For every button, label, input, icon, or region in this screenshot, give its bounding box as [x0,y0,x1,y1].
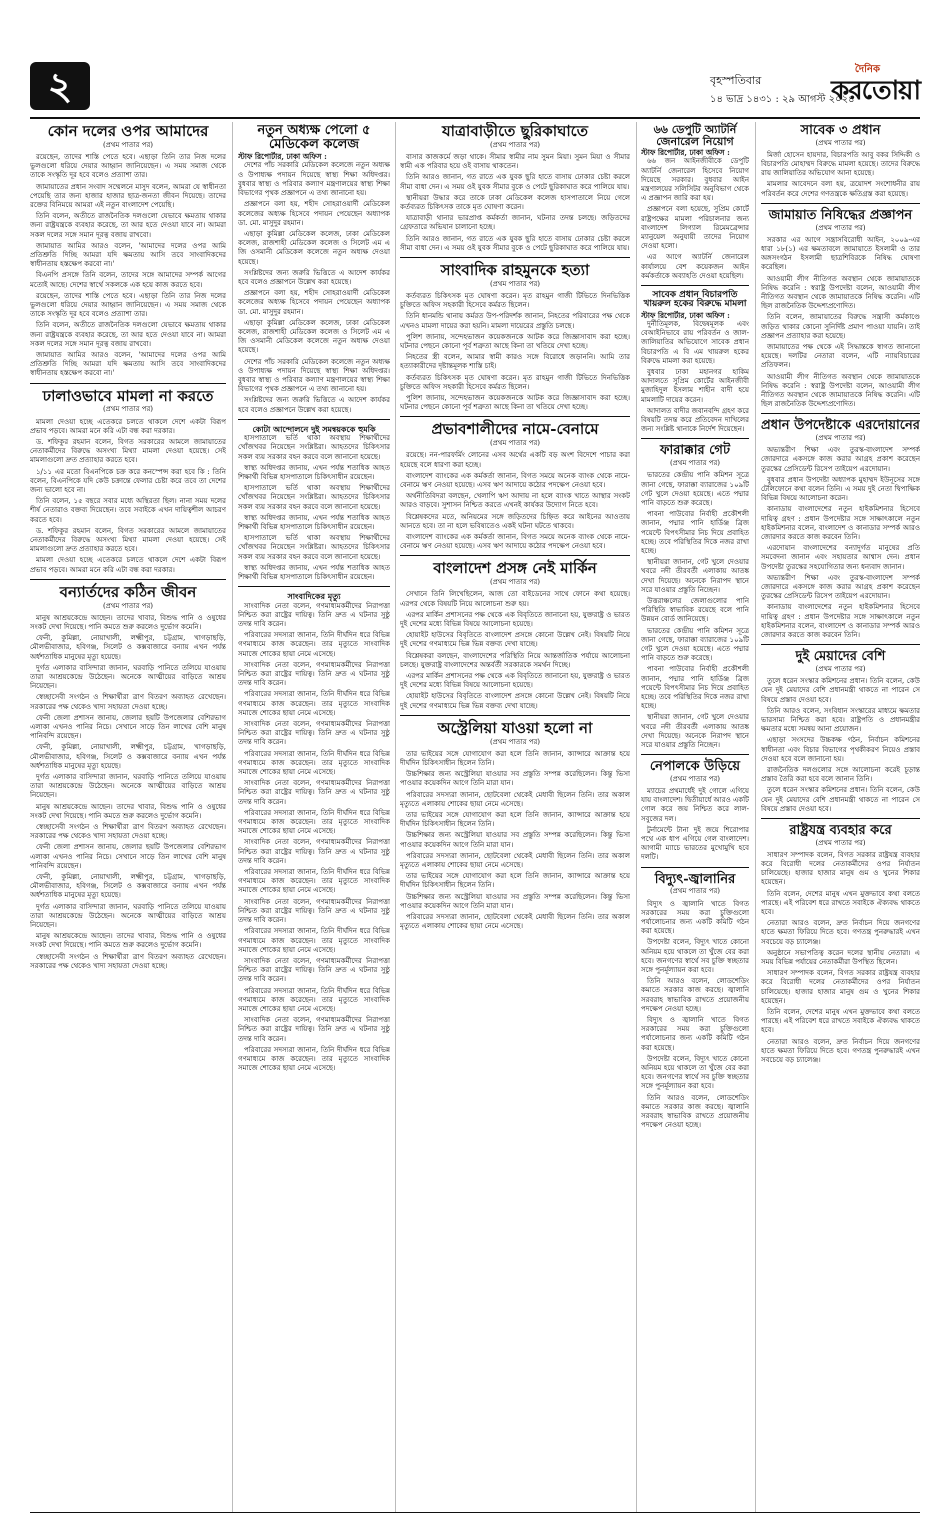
headline-20: দুই মেয়াদের বেশি [795,649,886,665]
bottom-rule [30,1512,920,1513]
paragraph: উত্তরাঞ্চলের জেলাগুলোর পানি পরিস্থিতি স্বাভাবিক রয়েছে বলে পানি উন্নয়ন বোর্ড জানিয়েছে। [641,596,749,624]
paragraph: তিনি আরও জানান, গত রাতে এক যুবক ছুরি হাতে বাসায় ঢোকার চেষ্টা করলে সীমা বাধা দেন। এ সময় ওই যুবক সীমার বুকে ও পেটে ছুরিকাঘাত করে পালিয়ে যায়। [400,173,630,191]
paragraph: ভারতের কেন্দ্রীয় পানি কমিশন সূত্রে জানা গেছে, ফারাক্কা ব্যারাজের ১০৯টি গেট খুলে দেওয়া হয়েছে। এতে পদ্মার পানি বাড়তে শুরু করেছে। [641,471,749,507]
paragraph: মামলা দেওয়া হচ্ছে এতেকরে চলতে থাকলে দেশে একটা বিরূপ প্রভাব পড়বে। আমরা মনে করি এটা বন্ধ করা দরকার। [30,556,226,574]
paragraph: বাংলাদেশ ব্যাংকের এক কর্মকর্তা জানান, বিগত সময়ে অনেক ব্যাংক থেকে নামে-বেনামে ঋণ নেওয়া হয়েছে। এসব ঋণ আদায়ে কঠোর পদক্ষেপ নেওয়া হবে। [400,532,630,551]
logo-small-text: দৈনিক [854,64,880,75]
headline-9: প্রভাবশালীদের নামে-বেনামে [431,420,599,439]
paragraph: স্বাস্থ্য অধিদপ্তর জানায়, এখন পর্যন্ত শতাধিক আহত শিক্ষার্থী বিভিন্ন হাসপাতালে চিকিৎসাধীন রয়েছেন। [238,563,390,581]
paragraph: ফেনী জেলা প্রশাসন জানায়, জেলার ছয়টি উপজেলার বেশিরভাগ এলাকা এখনও পানির নিচে। সেখানে সাড়ে তিন লাখের বেশি মানুষ পানিবন্দি রয়েছেন। [30,713,226,741]
continued-1: (প্রথম পাতার পর) [102,140,154,149]
paragraph: তিনি আরও বলেন, সংবিধান সংস্কারের মাধ্যমে ক্ষমতার ভারসাম্য নিশ্চিত করা হবে। রাষ্ট্রপতি ও প্রধানমন্ত্রীর ক্ষমতার মধ্যে সমন্বয় আনা প্রয়োজন। [761,706,920,734]
paragraph: কর্তব্যরত চিকিৎসক মৃত ঘোষণা করেন। মৃত রাহমুন গাজী টিভিতে দিনভিত্তিক চুক্তিতে অফিস সহকারী হিসেবে কর্মরত ছিলেন। [400,373,630,391]
paragraph: সাংবাদিক নেতা বলেন, গণমাধ্যমকর্মীদের নিরাপত্তা নিশ্চিত করা রাষ্ট্রের দায়িত্ব। তিনি দ্রুত এ ঘটনার সুষ্ঠু তদন্ত দাবি করেন। [238,720,390,747]
paragraph: পরিবারের সদস্যরা জানান, ছোটবেলা থেকেই মেধাবী ছিলেন তিনি। তার অকাল মৃত্যুতে এলাকায় শোকের ছায়া নেমে এসেছে। [400,851,630,869]
paragraph: তিনি বলেন, ১৫ বছরে সবার মধ্যে অস্থিরতা ছিল। নানা সময় দলের শীর্ষ নেতারাও বক্তব্য দিয়েছেন। তবে সবাইকে এখন দায়িত্বশীল আচরণ করতে হবে। [30,497,226,524]
paragraph: হাসপাতালে ভর্তি থাকা অবস্থায় শিক্ষার্থীদের খোঁজখবর নিয়েছেন সংশ্লিষ্টরা। আহতদের চিকিৎসার সকল ব্যয় সরকার বহন করবে বলে জানানো হয়েছে। [238,534,390,561]
paragraph: বিশ্লেষকরা বলছেন, বাংলাদেশের পরিস্থিতি নিয়ে আন্তর্জাতিক পর্যায়ে আলোচনা চলছে। যুক্তরাষ্ট্র বাংলাদেশের অন্তর্বর্তী সরকারকে সমর্থন দিচ্ছে। [400,651,630,669]
headline-19: প্রধান উপদেষ্টাকে এরদোয়ানের [761,418,920,434]
paragraph: সাংবাদিক নেতা বলেন, গণমাধ্যমকর্মীদের নিরাপত্তা নিশ্চিত করা রাষ্ট্রের দায়িত্ব। তিনি দ্রুত এ ঘটনার সুষ্ঠু তদন্ত দাবি করেন। [238,897,390,925]
paragraph: হোয়াইট হাউসের বিবৃতিতে বাংলাদেশ প্রসঙ্গে কোনো উল্লেখ নেই। বিষয়টি নিয়ে দুই দেশের গণমাধ্যমে ভিন্ন ভিন্ন বক্তব্য দেখা যাচ্ছে। [400,692,630,710]
paragraph: বিএনপি প্রসঙ্গে তিনি বলেন, তাদের সঙ্গে আমাদের সম্পর্ক আগের মতোই আছে। দেশের স্বার্থে সকলকে এক হয়ে কাজ করতে হবে। [30,271,226,289]
paragraph: অভ্যন্তরীণ শিক্ষা এবং তুরস্ক-বাংলাদেশ সম্পর্ক জোরদারে একসঙ্গে কাজ করার আগ্রহ প্রকাশ করেছেন তুরস্কের প্রেসিডেন্ট রিসেপ তাইয়েপ এরদোয়ান। [761,446,920,473]
paragraph: স্থানীয়রা উদ্ধার করে তাকে ঢাকা মেডিকেল কলেজ হাসপাতালে নিয়ে গেলে কর্তব্যরত চিকিৎসক তাকে মৃত ঘোষণা করেন। [400,193,630,211]
paragraph: পরিবারের সদস্যরা জানান, তিনি দীর্ঘদিন ধরে বিভিন্ন গণমাধ্যমে কাজ করেছেন। তার মৃত্যুতে সাংবাদিক সমাজে শোকের ছায়া নেমে এসেছে। [238,749,390,777]
column-1 [30,122,226,1510]
paragraph: সাংবাদিক নেতা বলেন, গণমাধ্যমকর্মীদের নিরাপত্তা নিশ্চিত করা রাষ্ট্রের দায়িত্ব। তিনি দ্রুত এ ঘটনার সুষ্ঠু তদন্ত দাবি করেন। [238,660,390,688]
paragraph: তিনি ধানমন্ডি থানায় কর্মরত উপ-পরিদর্শক জানান, নিহতের পরিবারের পক্ষ থেকে এখনও মামলা দায়ের করা হয়নি। মামলা দায়েরের প্রস্তুতি চলছে। [400,312,630,330]
paragraph: তার ভাইয়ের সঙ্গে যোগাযোগ করা হলে তিনি জানান, ক্যান্সারে আক্রান্ত হয়ে দীর্ঘদিন চিকিৎসাধীন ছিলেন তিনি। [400,810,630,829]
article-18 [761,203,920,410]
paragraph: প্রজ্ঞাপনে বলা হয়, শহীদ সোহরাওয়ার্দী মেডিকেল কলেজের অধ্যক্ষ হিসেবে পদায়ন পেয়েছেন অধ্যাপক ডা. মো. মাসুদুর রহমান। [238,200,390,227]
article-7 [400,124,630,253]
paragraph: অনুষ্ঠানে সভাপতিত্ব করেন দলের স্থানীয় নেতারা। এ সময় বিভিন্ন পর্যায়ের নেতাকর্মীরা উপস্থিত ছিলেন। [761,948,920,967]
headline-3: বন্যার্তদের কঠিন জীবন [59,582,197,601]
article-14 [641,438,749,750]
paragraph: দুর্গত এলাকার বাসিন্দারা জানান, ঘরবাড়ি পানিতে তলিয়ে যাওয়ায় তারা আশ্রয়কেন্দ্রে উঠেছেন। অনেকে আত্মীয়ের বাড়িতে আশ্রয় নিয়েছেন। [30,663,226,691]
paragraph: স্বেচ্ছাসেবী সংগঠন ও শিক্ষার্থীরা ত্রাণ বিতরণ অব্যাহত রেখেছেন। সরকারের পক্ষ থেকেও খাদ্য সহায়তা দেওয়া হচ্ছে। [30,952,226,970]
paragraph: ফেনী, কুমিল্লা, নোয়াখালী, লক্ষ্মীপুর, চট্টগ্রাম, খাগড়াছড়ি, মৌলভীবাজার, হবিগঞ্জ, সিলেট ও কক্সবাজারে বন্যায় এখন পর্যন্ত অর্ধশতাধিক মানুষের মৃত্যু হয়েছে। [30,743,226,770]
continued-10: (প্রথম পাতার পর) [489,578,541,587]
continued-16: (প্রথম পাতার পর) [669,887,721,896]
article-19 [761,413,920,640]
paragraph: মামলার আবেদনে বলা হয়, ত্রয়োদশ সংশোধনীর রায় পরিবর্তন করে দেশের গণতন্ত্রকে ক্ষতিগ্রস্ত করা হয়েছে। [761,180,920,198]
paragraph: পরিবারের সদস্যরা জানান, তিনি দীর্ঘদিন ধরে বিভিন্ন গণমাধ্যমে কাজ করেছেন। তার মৃত্যুতে সাংবাদিক সমাজে শোকের ছায়া নেমে এসেছে। [238,868,390,895]
paragraph: তিনি বলেন, জামায়াতের বিরুদ্ধে সন্ত্রাসী কর্মকাণ্ডে জড়িত থাকার কোনো সুনির্দিষ্ট প্রমাণ পাওয়া যায়নি। তাই প্রজ্ঞাপন প্রত্যাহার করা হয়েছে। [761,313,920,340]
paragraph: রয়েছেন, তাদের শাস্তি পেতে হবে। এছাড়া তিনি তার নিজ দলের ভুলগুলো ধরিয়ে দেয়ার আহ্বান জানিয়েছেন। এ সময় সমাজ থেকে তাকে সংস্কৃতি দূর হবে বলেও প্রত্যাশা তার। [30,152,226,180]
continued-11: (প্রথম পাতার পর) [489,737,541,746]
paragraph: অর্থনীতিবিদরা বলছেন, খেলাপি ঋণ আদায় না হলে ব্যাংক খাতে আস্থার সংকট আরও বাড়বে। সুশাসন নিশ্চিত করতে এখনই কার্যকর উদ্যোগ নিতে হবে। [400,492,630,510]
continued-17: (প্রথম পাতার পর) [815,138,866,147]
headline-18: জামায়াত নিষিদ্ধের প্রজ্ঞাপন [768,207,913,223]
paragraph: জামায়াতের প্রধান সংবাদ সম্মেলনে মাসুদ বলেন, আমরা যে স্বাধীনতা পেয়েছি তার জন্য হাজার হাজার ছাত্র-জনতা জীবন দিয়েছে। তাদের রক্তের বিনিময়ে আমরা এই নতুন বাংলাদেশ পেয়েছি। [30,182,226,209]
article-8 [400,257,630,412]
continued-9: (প্রথম পাতার পর) [489,439,541,448]
paragraph: ফেনী, কুমিল্লা, নোয়াখালী, লক্ষ্মীপুর, চট্টগ্রাম, খাগড়াছড়ি, মৌলভীবাজার, হবিগঞ্জ, সিলেট ও কক্সবাজারে বন্যায় এখন পর্যন্ত অর্ধশতাধিক মানুষের মৃত্যু হয়েছে। [30,873,226,900]
article-12 [641,124,749,281]
paragraph: কানাডায় বাংলাদেশের নতুন হাইকমিশনার হিসেবে দায়িত্ব গ্রহণ : প্রধান উপদেষ্টার সঙ্গে সাক্ষাৎকালে নতুন হাইকমিশনার বলেন, বাংলাদেশ ও কানাডার সম্পর্ক আরও জোরদার করতে কাজ করবেন তিনি। [761,603,920,640]
paragraph: প্রজ্ঞাপনে বলা হয়েছে, সুপ্রিম কোর্টে রাষ্ট্রপক্ষের মামলা পরিচালনার জন্য বাংলাদেশ লিগ্যাল রিমেমব্রেন্সার ম্যানুয়েল অনুযায়ী তাদের নিয়োগ দেওয়া হলো। [641,205,749,251]
paragraph: এছাড়া কুমিল্লা মেডিকেল কলেজ, ঢাকা মেডিকেল কলেজ, রাজশাহী মেডিকেল কলেজ ও সিলেট এম এ জি ওসমানী মেডিকেল কলেজে নতুন অধ্যক্ষ দেওয়া হয়েছে। [238,318,390,355]
paragraph: আওয়ামী লীগ নীতিগত অবস্থান থেকে জামায়াতকে নিষিদ্ধ করেনি : স্বরাষ্ট্র উপদেষ্টা বলেন, আওয়ামী লীগ নীতিগত অবস্থান থেকে জামায়াতকে নিষিদ্ধ করেনি। এটি ছিল রাজনৈতিক উদ্দেশ্যপ্রণোদিত। [761,274,920,311]
continued-14: (প্রথম পাতার পর) [669,459,721,468]
paragraph: উচ্চশিক্ষার জন্য অস্ট্রেলিয়া যাওয়ার সব প্রস্তুতি সম্পন্ন করেছিলেন। কিন্তু ভিসা পাওয়ার কয়েকদিন আগে তিনি মারা যান। [400,770,630,788]
paragraph: আওয়ামী লীগ নীতিগত অবস্থান থেকে জামায়াতকে নিষিদ্ধ করেনি : স্বরাষ্ট্র উপদেষ্টা বলেন, আওয়ামী লীগ নীতিগত অবস্থান থেকে জামায়াতকে নিষিদ্ধ করেনি। এটি ছিল রাজনৈতিক উদ্দেশ্যপ্রণোদিত। [761,372,920,409]
paragraph: সাধারণ সম্পাদক বলেন, বিগত সরকার রাষ্ট্রযন্ত্র ব্যবহার করে বিরোধী দলের নেতাকর্মীদের ওপর নির্যাতন চালিয়েছে। হাজার হাজার মানুষ গুম ও খুনের শিকার হয়েছেন। [761,969,920,1005]
paragraph: উচ্চশিক্ষার জন্য অস্ট্রেলিয়া যাওয়ার সব প্রস্তুতি সম্পন্ন করেছিলেন। কিন্তু ভিসা পাওয়ার কয়েকদিন আগে তিনি মারা যান। [400,892,630,910]
headline-13: সাবেক প্রধান বিচারপতি খায়রুল হকের বিরুদ্ধে মামলা [643,289,747,310]
paragraph: মানুষ আশ্রয়কেন্দ্রে আছেন। তাদের খাবার, বিশুদ্ধ পানি ও ওষুধের সংকট দেখা দিয়েছে। পানি কমতে শুরু করলেও দুর্ভোগ কমেনি। [30,613,226,631]
paragraph: দেশের পাঁচ সরকারি মেডিকেল কলেজে নতুন অধ্যক্ষ ও উপাধ্যক্ষ পদায়ন দিয়েছে স্বাস্থ্য শিক্ষা অধিদপ্তর। বুধবার স্বাস্থ্য ও পরিবার কল্যাণ মন্ত্রণালয়ের স্বাস্থ্য শিক্ষা বিভাগের পৃথক প্রজ্ঞাপনে এ তথ্য জানানো হয়। [238,161,390,198]
paragraph: এরপর মার্কিন প্রশাসনের পক্ষ থেকে এক বিবৃতিতে জানানো হয়, যুক্তরাষ্ট্র ও ভারত দুই দেশের মধ্যে বিভিন্ন বিষয়ে আলোচনা হয়েছে। [400,610,630,628]
article-2 [30,383,226,575]
paragraph: দুর্নীতিমূলক, বিদ্বেষমূলক এবং বেআইনিভাবে রায় পরিবর্তন ও জাল-জালিয়াতির অভিযোগে সাবেক প্রধান বিচারপতি এ বি এম খায়রুল হকের বিরুদ্ধে মামলা করা হয়েছে। [641,320,749,365]
headline-4: নতুন অধ্যক্ষ পেলো ৫ মেডিকেল কলেজ [257,123,371,152]
article-3 [30,579,226,971]
paragraph: এর আগে অ্যাটর্নি জেনারেল কার্যালয়ে বেশ কয়েকজন আইন কর্মকর্তাকে অব্যাহতি দেওয়া হয়েছিল। [641,253,749,280]
paragraph: পরিবারের সদস্যরা জানান, তিনি দীর্ঘদিন ধরে বিভিন্ন গণমাধ্যমে কাজ করেছেন। তার মৃত্যুতে সাংবাদিক সমাজে শোকের ছায়া নেমে এসেছে। [238,690,390,717]
continued-7: (প্রথম পাতার পর) [489,140,541,149]
paragraph: পরিবারের সদস্যরা জানান, তিনি দীর্ঘদিন ধরে বিভিন্ন গণমাধ্যমে কাজ করেছেন। তার মৃত্যুতে সাংবাদিক সমাজে শোকের ছায়া নেমে এসেছে। [238,986,390,1013]
paragraph: তুলে ধরেন সংস্কার কমিশনের প্রধান। তিনি বলেন, কেউ যেন দুই মেয়াদের বেশি প্রধানমন্ত্রী থাকতে না পারেন সে বিষয়ে প্রস্তাব দেওয়া হবে। [761,786,920,813]
headline-10: বাংলাদেশ প্রসঙ্গ নেই মার্কিন [433,559,597,578]
column-2 [238,122,390,1510]
paragraph: জামায়াত আমির আরও বলেন, 'আমাদের দলের ওপর আমি প্রতিশ্রুতি দিচ্ছি আমরা যদি ক্ষমতায় আসি তবে সাংবাদিকদের স্বাধীনতায় হস্তক্ষেপ করবো না।' [30,241,226,269]
paragraph: ভারতের কেন্দ্রীয় পানি কমিশন সূত্রে জানা গেছে, ফারাক্কা ব্যারাজের ১০৯টি গেট খুলে দেওয়া হয়েছে। এতে পদ্মার পানি বাড়তে শুরু করেছে। [641,626,749,663]
paragraph: উপদেষ্টা বলেন, বিদ্যুৎ খাতে কোনো অনিয়ম হয়ে থাকলে তা খুঁজে বের করা হবে। জনগণের স্বার্থে সব চুক্তি স্বচ্ছতার সঙ্গে পুনর্মূল্যায়ন করা হবে। [641,938,749,974]
paragraph: বুধবার ঢাকা মহানগর হাকিম আদালতে সুপ্রিম কোর্টের আইনজীবী মুজাহিদুল ইসলাম শাহীন বাদী হয়ে মামলাটি দায়ের করেন। [641,368,749,404]
paragraph: অভ্যন্তরীণ শিক্ষা এবং তুরস্ক-বাংলাদেশ সম্পর্ক জোরদারে একসঙ্গে কাজ করার আগ্রহ প্রকাশ করেছেন তুরস্কের প্রেসিডেন্ট রিসেপ তাইয়েপ এরদোয়ান। [761,573,920,601]
paragraph: রাজনৈতিক দলগুলোর সঙ্গে আলোচনা করেই চূড়ান্ত প্রস্তাব তৈরি করা হবে বলে জানান তিনি। [761,765,920,784]
paragraph: মির্জা হোসেন হায়দার, বিচারপতি আবু বকর সিদ্দিকী ও বিচারপতি মোহাম্মদ বিরুদ্ধে মামলা হয়েছে। তাদের বিরুদ্ধে রায় জালিয়াতির অভিযোগ আনা হয়েছে। [761,150,920,178]
paragraph: পরিবারের সদস্যরা জানান, তিনি দীর্ঘদিন ধরে বিভিন্ন গণমাধ্যমে কাজ করেছেন। তার মৃত্যুতে সাংবাদিক সমাজে শোকের ছায়া নেমে এসেছে। [238,631,390,658]
paragraph: স্বাস্থ্য অধিদপ্তর জানায়, এখন পর্যন্ত শতাধিক আহত শিক্ষার্থী বিভিন্ন হাসপাতালে চিকিৎসাধীন রয়েছেন। [238,513,390,531]
continued-18: (প্রথম পাতার পর) [815,223,866,232]
headline-2: ঢালাওভাবে মামলা না করতে [42,386,214,405]
column-divider [636,122,637,1512]
paragraph: উচ্চশিক্ষার জন্য অস্ট্রেলিয়া যাওয়ার সব প্রস্তুতি সম্পন্ন করেছিলেন। কিন্তু ভিসা পাওয়ার কয়েকদিন আগে তিনি মারা যান। [400,831,630,849]
paragraph: দুর্গত এলাকার বাসিন্দারা জানান, ঘরবাড়ি পানিতে তলিয়ে যাওয়ায় তারা আশ্রয়কেন্দ্রে উঠেছেন। অনেকে আত্মীয়ের বাড়িতে আশ্রয় নিয়েছেন। [30,902,226,930]
page-number: ২ [30,62,90,110]
logo-text: করতোয়া [831,76,920,106]
paragraph: আদালত বাদীর জবানবন্দি গ্রহণ করে বিষয়টি তদন্ত করে প্রতিবেদন দাখিলের জন্য সংশ্লিষ্ট থানাকে নির্দেশ দিয়েছেন। [641,406,749,434]
masthead-day: বৃহস্পতিবার [710,74,762,87]
headline-14: ফারাক্কার গেট [659,443,731,459]
continued-19: (প্রথম পাতার পর) [815,434,866,442]
paragraph: তিনি বলেন, অতীতে রাজনৈতিক দলগুলো যেভাবে ক্ষমতায় থাকার জন্য রাষ্ট্রযন্ত্রকে ব্যবহার করেছে, তা আর হতে দেওয়া যাবে না। আমরা সকল দলের সঙ্গে সমান দূরত্ব বজায় রাখবো। [30,212,226,239]
paragraph: সেখানে তিনি লিখেছিলেন, আজ তো বাইডেনের সাথে ফোনে কথা হয়েছে। এরপর থেকে বিষয়টি নিয়ে আলোচনা শুরু হয়। [400,590,630,608]
column-4 [641,122,749,1510]
paragraph: পরিবারের সদস্যরা জানান, তিনি দীর্ঘদিন ধরে বিভিন্ন গণমাধ্যমে কাজ করেছেন। তার মৃত্যুতে সাংবাদিক সমাজে শোকের ছায়া নেমে এসেছে। [238,808,390,836]
byline-12: স্টাফ রিপোর্টার, ঢাকা অফিস : [641,148,730,158]
paragraph: তিনি আরও জানান, গত রাতে এক যুবক ছুরি হাতে বাসায় ঢোকার চেষ্টা করলে সীমা বাধা দেন। এ সময় ওই যুবক সীমার বুকে ও পেটে ছুরিকাঘাত করে পালিয়ে যায়। [400,234,630,252]
paragraph: পরিবারের সদস্যরা জানান, তিনি দীর্ঘদিন ধরে বিভিন্ন গণমাধ্যমে কাজ করেছেন। তার মৃত্যুতে সাংবাদিক সমাজে শোকের ছায়া নেমে এসেছে। [238,927,390,954]
article-1 [30,124,226,379]
paragraph: মানুষ আশ্রয়কেন্দ্রে আছেন। তাদের খাবার, বিশুদ্ধ পানি ও ওষুধের সংকট দেখা দিয়েছে। পানি কমতে শুরু করলেও দুর্ভোগ কমেনি। [30,802,226,820]
paragraph: যাত্রাবাড়ী থানার ভারপ্রাপ্ত কর্মকর্তা জানান, ঘটনার তদন্ত চলছে। জড়িতদের গ্রেফতারে অভিযান চালানো হচ্ছে। [400,214,630,232]
paragraph: পাবনা পাউবোর নির্বাহী প্রকৌশলী জানান, পদ্মার পানি হার্ডিঞ্জ ব্রিজ পয়েন্টে বিপৎসীমার নিচ দিয়ে প্রবাহিত হচ্ছে। তবে পরিস্থিতির দিকে নজর রাখা হচ্ছে। [641,665,749,711]
paragraph: তিনি বলেন, দেশের মানুষ এখন মুক্তভাবে কথা বলতে পারছে। এই পরিবেশ ধরে রাখতে সবাইকে ঐক্যবদ্ধ থাকতে হবে। [761,889,920,917]
article-4 [238,124,390,415]
paragraph: হাসপাতালে ভর্তি থাকা অবস্থায় শিক্ষার্থীদের খোঁজখবর নিয়েছেন সংশ্লিষ্টরা। আহতদের চিকিৎসার সকল ব্যয় সরকার বহন করবে বলে জানানো হয়েছে। [238,484,390,511]
byline-13: স্টাফ রিপোর্টার, ঢাকা অফিস : [641,310,730,320]
column-5 [761,122,920,1510]
masthead-right [710,62,920,110]
paragraph: এরপর মার্কিন প্রশাসনের পক্ষ থেকে এক বিবৃতিতে জানানো হয়, যুক্তরাষ্ট্র ও ভারত দুই দেশের মধ্যে বিভিন্ন বিষয়ে আলোচনা হয়েছে। [400,671,630,690]
paragraph: তিনি আরও বলেন, লোডশেডিং কমাতে সরকার কাজ করছে। জ্বালানি সরবরাহ স্বাভাবিক রাখতে প্রয়োজনীয় পদক্ষেপ নেওয়া হচ্ছে। [641,1093,749,1130]
paragraph: পুলিশ জানায়, সন্দেহভাজন কয়েকজনকে আটক করে জিজ্ঞাসাবাদ করা হচ্ছে। ঘটনার পেছনে কোনো পূর্ব শত্রুতা আছে কিনা তা খতিয়ে দেখা হচ্ছে। [400,332,630,350]
paragraph: সাংবাদিক নেতা বলেন, গণমাধ্যমকর্মীদের নিরাপত্তা নিশ্চিত করা রাষ্ট্রের দায়িত্ব। তিনি দ্রুত এ ঘটনার সুষ্ঠু তদন্ত দাবি করেন। [238,956,390,984]
paragraph: স্থানীয়রা জানান, গেট খুলে দেওয়ার খবরে নদী তীরবর্তী এলাকায় আতঙ্ক দেখা দিয়েছে। অনেকে নিরাপদ স্থানে সরে যাওয়ার প্রস্তুতি নিচ্ছেন। [641,558,749,594]
headline-15: নেপালকে উড়িয়ে [649,759,741,775]
headline-11: অস্ট্রেলিয়া যাওয়া হলো না [437,718,593,737]
article-15 [641,754,749,862]
paragraph: সাংবাদিক নেতা বলেন, গণমাধ্যমকর্মীদের নিরাপত্তা নিশ্চিত করা রাষ্ট্রের দায়িত্ব। তিনি দ্রুত এ ঘটনার সুষ্ঠু তদন্ত দাবি করেন। [238,779,390,806]
paragraph: ১/১১ এর মতো বিএনপিকে চক্র করে কনস্পেন্স করা হবে কি : তিনি বলেন, বিএনপিকে যদি কেউ চক্রান্তে ফেলার চেষ্টা করে তবে তা দেশের জন্য ভালো হবে না। [30,467,226,494]
paragraph: টুর্নামেন্টে টানা দুই জয়ে শিরোপার পথে এক ধাপ এগিয়ে গেল বাংলাদেশ। আগামী ম্যাচে ভারতের মুখোমুখি হবে দলটি। [641,825,749,862]
paragraph: বাসার কাজকর্মে জড়া থাকে। সীমার স্বামীর নাম সুমন মিয়া। সুমন মিয়া ও সীমার স্বামী এক পরিবার হয়ে ওই বাসায় থাকতেন। [400,152,630,171]
article-5 [238,419,390,582]
continued-15: (প্রথম পাতার পর) [669,774,721,783]
paragraph: স্বেচ্ছাসেবী সংগঠন ও শিক্ষার্থীরা ত্রাণ বিতরণ অব্যাহত রেখেছেন। সরকারের পক্ষ থেকেও খাদ্য সহায়তা দেওয়া হচ্ছে। [30,693,226,711]
paragraph: এছাড়া কুমিল্লা মেডিকেল কলেজ, ঢাকা মেডিকেল কলেজ, রাজশাহী মেডিকেল কলেজ ও সিলেট এম এ জি ওসমানী মেডিকেল কলেজে নতুন অধ্যক্ষ দেওয়া হয়েছে। [238,229,390,266]
paragraph: তার ভাইয়ের সঙ্গে যোগাযোগ করা হলে তিনি জানান, ক্যান্সারে আক্রান্ত হয়ে দীর্ঘদিন চিকিৎসাধীন ছিলেন তিনি। [400,872,630,890]
paragraph: তার ভাইয়ের সঙ্গে যোগাযোগ করা হলে তিনি জানান, ক্যান্সারে আক্রান্ত হয়ে দীর্ঘদিন চিকিৎসাধীন ছিলেন তিনি। [400,749,630,767]
paragraph: পুলিশ জানায়, সন্দেহভাজন কয়েকজনকে আটক করে জিজ্ঞাসাবাদ করা হচ্ছে। ঘটনার পেছনে কোনো পূর্ব শত্রুতা আছে কিনা তা খতিয়ে দেখা হচ্ছে। [400,393,630,412]
paragraph: রয়েছে। নন-পারফর্মিং লোনের এসব অর্থের একটি বড় অংশ বিদেশে পাচার করা হয়েছে বলে ধারণা করা হচ্ছে। [400,451,630,469]
newspaper-logo [828,62,920,106]
paragraph: কর্তব্যরত চিকিৎসক মৃত ঘোষণা করেন। মৃত রাহমুন গাজী টিভিতে দিনভিত্তিক চুক্তিতে অফিস সহকারী হিসেবে কর্মরত ছিলেন। [400,291,630,310]
paragraph: মানুষ আশ্রয়কেন্দ্রে আছেন। তাদের খাবার, বিশুদ্ধ পানি ও ওষুধের সংকট দেখা দিয়েছে। পানি কমতে শুরু করলেও দুর্ভোগ কমেনি। [30,932,226,950]
headline-21: রাষ্ট্রযন্ত্র ব্যবহার করে [789,822,892,838]
paragraph: এছাড়া সংসদের উচ্চকক্ষ গঠন, নির্বাচন কমিশনের স্বাধীনতা এবং বিচার বিভাগের পৃথকীকরণ নিয়েও প্রস্তাব দেওয়া হবে বলে জানানো হয়। [761,736,920,763]
article-9 [400,416,630,551]
paragraph: সংশ্লিষ্টদের জন্য জরুরি ভিত্তিতে এ আদেশ কার্যকর হবে বলেও প্রজ্ঞাপনে উল্লেখ করা হয়েছে। [238,396,390,414]
paragraph: ড. শফিকুর রহমান বলেন, বিগত সরকারের আমলে জামায়াতের নেতাকর্মীদের বিরুদ্ধে অসংখ্য মিথ্যা মামলা দেওয়া হয়েছে। সেই মামলাগুলো দ্রুত প্রত্যাহার করতে হবে। [30,526,226,554]
article-16 [641,867,749,1131]
column-divider [232,122,233,1512]
article-17 [761,124,920,199]
article-11 [400,715,630,932]
article-10 [400,555,630,710]
paragraph: সংশ্লিষ্টদের জন্য জরুরি ভিত্তিতে এ আদেশ কার্যকর হবে বলেও প্রজ্ঞাপনে উল্লেখ করা হয়েছে। [238,268,390,286]
paragraph: কানাডায় বাংলাদেশের নতুন হাইকমিশনার হিসেবে দায়িত্ব গ্রহণ : প্রধান উপদেষ্টার সঙ্গে সাক্ষাৎকালে নতুন হাইকমিশনার বলেন, বাংলাদেশ ও কানাডার সম্পর্ক আরও জোরদার করতে কাজ করবেন তিনি। [761,505,920,542]
paragraph: নেতারা আরও বলেন, দ্রুত নির্বাচন দিয়ে জনগণের হাতে ক্ষমতা ফিরিয়ে দিতে হবে। গণতন্ত্র পুনরুদ্ধারই এখন সবচেয়ে বড় চ্যালেঞ্জ। [761,919,920,946]
headline-8: সাংবাদিক রাহমুনকে হত্যা [440,260,590,279]
paragraph: জামায়াতের পক্ষ থেকে এই সিদ্ধান্তকে স্বাগত জানানো হয়েছে। দলটির নেতারা বলেন, এটি ন্যায়বিচারের প্রতিফলন। [761,342,920,370]
paragraph: সাধারণ সম্পাদক বলেন, বিগত সরকার রাষ্ট্রযন্ত্র ব্যবহার করে বিরোধী দলের নেতাকর্মীদের ওপর নির্যাতন চালিয়েছে। হাজার হাজার মানুষ গুম ও খুনের শিকার হয়েছেন। [761,850,920,887]
masthead [30,62,920,112]
continued-20: (প্রথম পাতার পর) [815,664,866,673]
paragraph: স্বাস্থ্য অধিদপ্তর জানায়, এখন পর্যন্ত শতাধিক আহত শিক্ষার্থী বিভিন্ন হাসপাতালে চিকিৎসাধীন রয়েছেন। [238,463,390,481]
headline-12: ৬৬ ডেপুটি অ্যাটর্নি জেনারেল নিয়োগ [653,123,737,148]
paragraph: স্থানীয়রা জানান, গেট খুলে দেওয়ার খবরে নদী তীরবর্তী এলাকায় আতঙ্ক দেখা দিয়েছে। অনেকে নিরাপদ স্থানে সরে যাওয়ার প্রস্তুতি নিচ্ছেন। [641,713,749,749]
paragraph: ম্যাচের প্রথমার্ধেই দুই গোলে এগিয়ে যায় বাংলাদেশ। দ্বিতীয়ার্ধে আরও একটি গোল করে জয় নিশ্চিত করে লাল-সবুজের দল। [641,787,749,823]
paragraph: এরদোয়ান বাংলাদেশের বন্যাদুর্গত মানুষের প্রতি সমবেদনা জানান এবং সহায়তার আশ্বাস দেন। প্রধান উপদেষ্টা তুরস্কের সহযোগিতার জন্য ধন্যবাদ জানান। [761,544,920,571]
paragraph: দেশের পাঁচ সরকারি মেডিকেল কলেজে নতুন অধ্যক্ষ ও উপাধ্যক্ষ পদায়ন দিয়েছে স্বাস্থ্য শিক্ষা অধিদপ্তর। বুধবার স্বাস্থ্য ও পরিবার কল্যাণ মন্ত্রণালয়ের স্বাস্থ্য শিক্ষা বিভাগের পৃথক প্রজ্ঞাপনে এ তথ্য জানানো হয়। [238,357,390,394]
paragraph: সাংবাদিক নেতা বলেন, গণমাধ্যমকর্মীদের নিরাপত্তা নিশ্চিত করা রাষ্ট্রের দায়িত্ব। তিনি দ্রুত এ ঘটনার সুষ্ঠু তদন্ত দাবি করেন। [238,601,390,628]
paragraph: মামলা দেওয়া হচ্ছে এতেকরে চলতে থাকলে দেশে একটা বিরূপ প্রভাব পড়বে। আমরা মনে করি এটা বন্ধ করা দরকার। [30,417,226,435]
paragraph: জামায়াত আমির আরও বলেন, 'আমাদের দলের ওপর আমি প্রতিশ্রুতি দিচ্ছি আমরা যদি ক্ষমতায় আসি তবে সাংবাদিকদের স্বাধীনতায় হস্তক্ষেপ করবো না।' [30,351,226,378]
column-3 [400,122,630,1510]
paragraph: বিদ্যুৎ ও জ্বালানি খাতে বিগত সরকারের সময় করা চুক্তিগুলো পর্যালোচনার জন্য একটি কমিটি গঠন করা হয়েছে। [641,1015,749,1052]
headline-7: যাত্রাবাড়ীতে ছুরিকাঘাতে [442,122,588,140]
paragraph: ফেনী জেলা প্রশাসন জানায়, জেলার ছয়টি উপজেলার বেশিরভাগ এলাকা এখনও পানির নিচে। সেখানে সাড়ে তিন লাখের বেশি মানুষ পানিবন্দি রয়েছেন। [30,843,226,870]
paragraph: বাংলাদেশ ব্যাংকের এক কর্মকর্তা জানান, বিগত সময়ে অনেক ব্যাংক থেকে নামে-বেনামে ঋণ নেওয়া হয়েছে। এসব ঋণ আদায়ে কঠোর পদক্ষেপ নেওয়া হবে। [400,471,630,489]
paragraph: দুর্গত এলাকার বাসিন্দারা জানান, ঘরবাড়ি পানিতে তলিয়ে যাওয়ায় তারা আশ্রয়কেন্দ্রে উঠেছেন। অনেকে আত্মীয়ের বাড়িতে আশ্রয় নিয়েছেন। [30,773,226,800]
paragraph: বিদ্যুৎ ও জ্বালানি খাতে বিগত সরকারের সময় করা চুক্তিগুলো পর্যালোচনার জন্য একটি কমিটি গঠন করা হয়েছে। [641,899,749,936]
paragraph: তিনি আরও বলেন, লোডশেডিং কমাতে সরকার কাজ করছে। জ্বালানি সরবরাহ স্বাভাবিক রাখতে প্রয়োজনীয় পদক্ষেপ নেওয়া হচ্ছে। [641,977,749,1013]
paragraph: স্বেচ্ছাসেবী সংগঠন ও শিক্ষার্থীরা ত্রাণ বিতরণ অব্যাহত রেখেছেন। সরকারের পক্ষ থেকেও খাদ্য সহায়তা দেওয়া হচ্ছে। [30,823,226,841]
paragraph: ড. শফিকুর রহমান বলেন, বিগত সরকারের আমলে জামায়াতের নেতাকর্মীদের বিরুদ্ধে অসংখ্য মিথ্যা মামলা দেওয়া হয়েছে। সেই মামলাগুলো দ্রুত প্রত্যাহার করতে হবে। [30,437,226,465]
paragraph: ৬৬ জন আইনজীবীকে ডেপুটি অ্যাটর্নি জেনারেল হিসেবে নিয়োগ দিয়েছে সরকার। বুধবার আইন মন্ত্রণালয়ের সলিসিটর অনুবিভাগ থেকে এ প্রজ্ঞাপন জারি করা হয়। [641,157,749,203]
continued-8: (প্রথম পাতার পর) [489,279,541,288]
paragraph: বিশ্লেষকদের মতে, অনিয়মের সঙ্গে জড়িতদের চিহ্নিত করে আইনের আওতায় আনতে হবে। তা না হলে ভবিষ্যতেও একই ঘটনা ঘটতে থাকবে। [400,512,630,530]
paragraph: পরিবারের সদস্যরা জানান, ছোটবেলা থেকেই মেধাবী ছিলেন তিনি। তার অকাল মৃত্যুতে এলাকায় শোকের ছায়া নেমে এসেছে। [400,790,630,808]
paragraph: হোয়াইট হাউসের বিবৃতিতে বাংলাদেশ প্রসঙ্গে কোনো উল্লেখ নেই। বিষয়টি নিয়ে দুই দেশের গণমাধ্যমে ভিন্ন ভিন্ন বক্তব্য দেখা যাচ্ছে। [400,631,630,649]
continued-3: (প্রথম পাতার পর) [102,601,154,610]
article-20 [761,644,920,814]
paragraph: রয়েছেন, তাদের শাস্তি পেতে হবে। এছাড়া তিনি তার নিজ দলের ভুলগুলো ধরিয়ে দেয়ার আহ্বান জানিয়েছেন। এ সময় সমাজ থেকে তাকে সংস্কৃতি দূর হবে বলেও প্রত্যাশা তার। [30,291,226,319]
paragraph: নেতারা আরও বলেন, দ্রুত নির্বাচন দিয়ে জনগণের হাতে ক্ষমতা ফিরিয়ে দিতে হবে। গণতন্ত্র পুনরুদ্ধারই এখন সবচেয়ে বড় চ্যালেঞ্জ। [761,1037,920,1065]
continued-2: (প্রথম পাতার পর) [102,405,154,414]
article-13 [641,285,749,435]
headline-17: সাবেক ৩ প্রধান [800,123,881,138]
paragraph: পরিবারের সদস্যরা জানান, তিনি দীর্ঘদিন ধরে বিভিন্ন গণমাধ্যমে কাজ করেছেন। তার মৃত্যুতে সাংবাদিক সমাজে শোকের ছায়া নেমে এসেছে। [238,1045,390,1073]
column-divider [755,122,756,1512]
continued-21: (প্রথম পাতার পর) [815,838,866,847]
paragraph: সাংবাদিক নেতা বলেন, গণমাধ্যমকর্মীদের নিরাপত্তা নিশ্চিত করা রাষ্ট্রের দায়িত্ব। তিনি দ্রুত এ ঘটনার সুষ্ঠু তদন্ত দাবি করেন। [238,1016,390,1043]
paragraph: পাবনা পাউবোর নির্বাহী প্রকৌশলী জানান, পদ্মার পানি হার্ডিঞ্জ ব্রিজ পয়েন্টে বিপৎসীমার নিচ দিয়ে প্রবাহিত হচ্ছে। তবে পরিস্থিতির দিকে নজর রাখা হচ্ছে। [641,510,749,555]
paragraph: তিনি বলেন, দেশের মানুষ এখন মুক্তভাবে কথা বলতে পারছে। এই পরিবেশ ধরে রাখতে সবাইকে ঐক্যবদ্ধ থাকতে হবে। [761,1008,920,1035]
article-21 [761,818,920,1065]
paragraph: তিনি বলেন, অতীতে রাজনৈতিক দলগুলো যেভাবে ক্ষমতায় থাকার জন্য রাষ্ট্রযন্ত্রকে ব্যবহার করেছে, তা আর হতে দেওয়া যাবে না। আমরা সকল দলের সঙ্গে সমান দূরত্ব বজায় রাখবো। [30,321,226,348]
paragraph: নিহতের স্ত্রী বলেন, আমার স্বামী কারও সঙ্গে বিরোধে জড়াননি। আমি তার হত্যাকারীদের দৃষ্টান্তমূলক শাস্তি চাই। [400,353,630,371]
paragraph: হাসপাতালে ভর্তি থাকা অবস্থায় শিক্ষার্থীদের খোঁজখবর নিয়েছেন সংশ্লিষ্টরা। আহতদের চিকিৎসার সকল ব্যয় সরকার বহন করবে বলে জানানো হয়েছে। [238,434,390,461]
headline-16: বিদ্যুৎ-জ্বালানির [654,871,736,887]
masthead-rule [30,117,920,119]
masthead-date: ১৪ ভাদ্র ১৪৩১ : ২৯ আগস্ট ২০২৪ [710,94,855,105]
paragraph: সাংবাদিক নেতা বলেন, গণমাধ্যমকর্মীদের নিরাপত্তা নিশ্চিত করা রাষ্ট্রের দায়িত্ব। তিনি দ্রুত এ ঘটনার সুষ্ঠু তদন্ত দাবি করেন। [238,838,390,865]
column-divider [395,122,396,1512]
paragraph: বুধবার প্রধান উপদেষ্টা অধ্যাপক মুহাম্মদ ইউনূসের সঙ্গে টেলিফোনে কথা বলেন তিনি। এ সময় দুই নেতা দ্বিপাক্ষিক বিভিন্ন বিষয়ে আলোচনা করেন। [761,475,920,503]
byline-4: স্টাফ রিপোর্টার, ঢাকা অফিস : [238,152,327,162]
paragraph: ফেনী, কুমিল্লা, নোয়াখালী, লক্ষ্মীপুর, চট্টগ্রাম, খাগড়াছড়ি, মৌলভীবাজার, হবিগঞ্জ, সিলেট ও কক্সবাজারে বন্যায় এখন পর্যন্ত অর্ধশতাধিক মানুষের মৃত্যু হয়েছে। [30,634,226,661]
headline-5: কোটা আন্দোলনে দুই সমন্বয়ককে হুমকি [252,423,376,434]
headline-6: সাংবাদিকের মৃত্যু [287,591,341,602]
article-6 [238,586,390,1073]
paragraph: তুলে ধরেন সংস্কার কমিশনের প্রধান। তিনি বলেন, কেউ যেন দুই মেয়াদের বেশি প্রধানমন্ত্রী থাকতে না পারেন সে বিষয়ে প্রস্তাব দেওয়া হবে। [761,677,920,704]
headline-1: কোন দলের ওপর আমাদের [47,122,209,140]
paragraph: পরিবারের সদস্যরা জানান, ছোটবেলা থেকেই মেধাবী ছিলেন তিনি। তার অকাল মৃত্যুতে এলাকায় শোকের ছায়া নেমে এসেছে। [400,912,630,931]
paragraph: প্রজ্ঞাপনে বলা হয়, শহীদ সোহরাওয়ার্দী মেডিকেল কলেজের অধ্যক্ষ হিসেবে পদায়ন পেয়েছেন অধ্যাপক ডা. মো. মাসুদুর রহমান। [238,289,390,316]
paragraph: উপদেষ্টা বলেন, বিদ্যুৎ খাতে কোনো অনিয়ম হয়ে থাকলে তা খুঁজে বের করা হবে। জনগণের স্বার্থে সব চুক্তি স্বচ্ছতার সঙ্গে পুনর্মূল্যায়ন করা হবে। [641,1054,749,1091]
paragraph: সরকার এর আগে সন্ত্রাসবিরোধী আইন, ২০০৯-এর ধারা ১৮(১) এর ক্ষমতাবলে জামায়াতে ইসলামী ও তার অঙ্গসংগঠন ইসলামী ছাত্রশিবিরকে নিষিদ্ধ ঘোষণা করেছিল। [761,235,920,272]
